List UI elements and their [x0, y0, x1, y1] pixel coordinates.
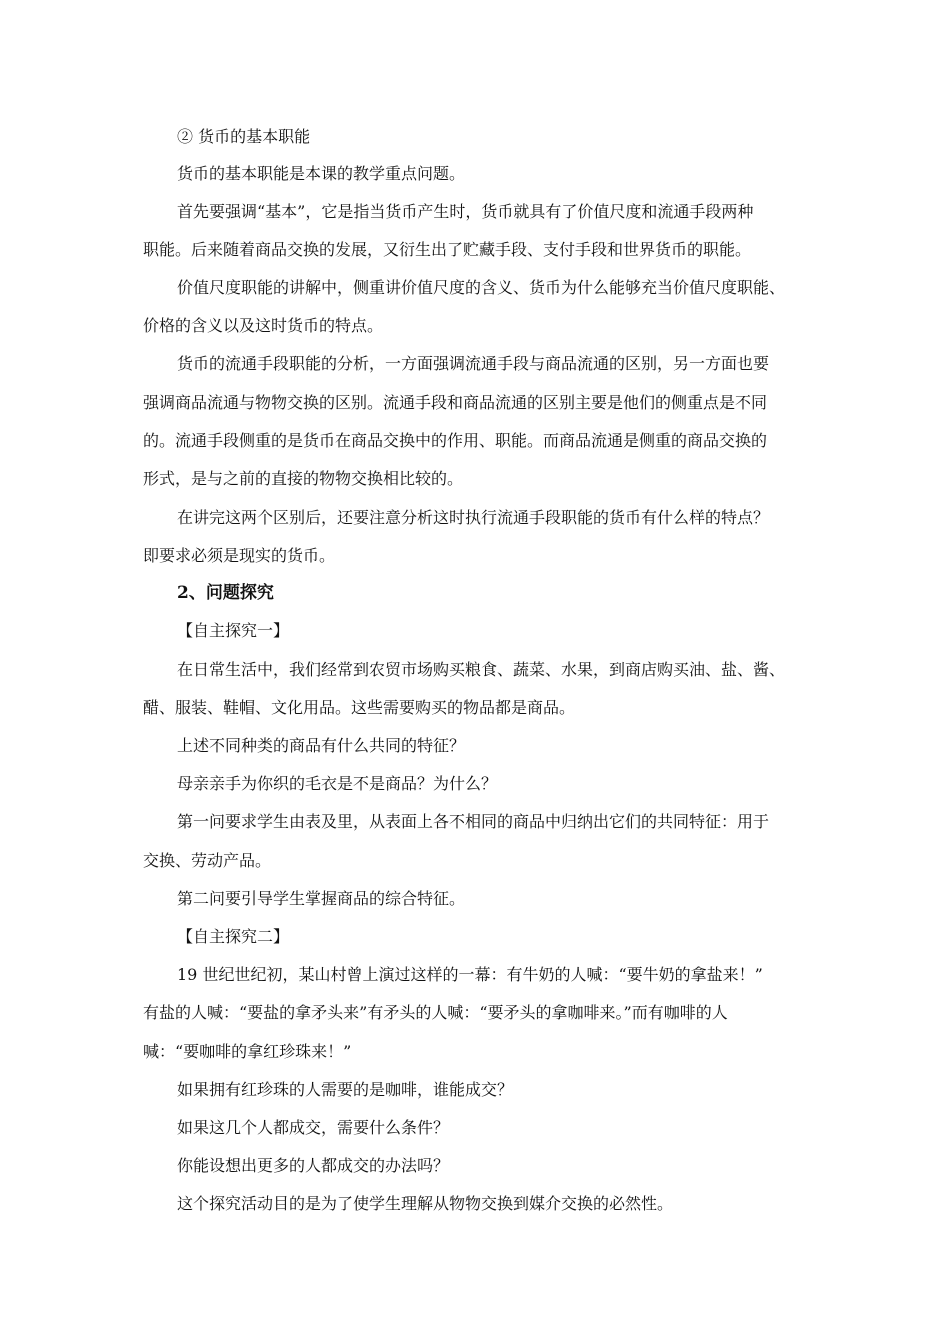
paragraph-line: 喊：“要咖啡的拿红珍珠来！” — [143, 1042, 352, 1061]
paragraph-line: 醋、服装、鞋帽、文化用品。这些需要购买的物品都是商品。 — [143, 698, 576, 717]
inquiry-title-one: 【自主探究一】 — [177, 621, 290, 640]
question-line: 你能设想出更多的人都成交的办法吗？ — [177, 1156, 450, 1175]
paragraph-line: 价值尺度职能的讲解中，侧重讲价值尺度的含义、货币为什么能够充当价值尺度职能、 — [177, 278, 786, 297]
paragraph-line: 形式，是与之前的直接的物物交换相比较的。 — [143, 469, 464, 488]
paragraph-line: 首先要强调“基本”，它是指当货币产生时，货币就具有了价值尺度和流通手段两种 — [177, 202, 754, 221]
paragraph-line: 第一问要求学生由表及里，从表面上各不相同的商品中归纳出它们的共同特征：用于 — [177, 812, 770, 831]
paragraph-line: 强调商品流通与物物交换的区别。流通手段和商品流通的区别主要是他们的侧重点是不同 — [143, 393, 768, 412]
paragraph-line: 在讲完这两个区别后，还要注意分析这时执行流通手段职能的货币有什么样的特点？ — [177, 508, 770, 527]
question-line: 如果拥有红珍珠的人需要的是咖啡，谁能成交？ — [177, 1080, 514, 1099]
paragraph-line: 有盐的人喊：“要盐的拿矛头来”有矛头的人喊：“要矛头的拿咖啡来。”而有咖啡的人 — [143, 1003, 728, 1022]
paragraph-line: 交换、劳动产品。 — [143, 851, 272, 870]
paragraph-line: 19 世纪世纪初，某山村曾上演过这样的一幕：有牛奶的人喊：“要牛奶的拿盐来！” — [177, 965, 763, 984]
section-heading-inquiry: 2、问题探究 — [177, 583, 274, 603]
paragraph-line: 的。流通手段侧重的是货币在商品交换中的作用、职能。而商品流通是侧重的商品交换的 — [143, 431, 768, 450]
paragraph-line: 在日常生活中，我们经常到农贸市场购买粮食、蔬菜、水果，到商店购买油、盐、酱、 — [177, 660, 786, 679]
subheading-money-functions: ② 货币的基本职能 — [177, 127, 311, 146]
paragraph-line: 即要求必须是现实的货币。 — [143, 546, 336, 565]
inquiry-title-two: 【自主探究二】 — [177, 927, 290, 946]
question-line: 如果这几个人都成交，需要什么条件？ — [177, 1118, 450, 1137]
paragraph-line: 货币的流通手段职能的分析，一方面强调流通手段与商品流通的区别，另一方面也要 — [177, 354, 770, 373]
paragraph-line: 职能。后来随着商品交换的发展，又衍生出了贮藏手段、支付手段和世界货币的职能。 — [143, 240, 752, 259]
paragraph-line: 价格的含义以及这时货币的特点。 — [143, 316, 384, 335]
paragraph-line: 第二问要引导学生掌握商品的综合特征。 — [177, 889, 466, 908]
question-line: 母亲亲手为你织的毛衣是不是商品？为什么？ — [177, 774, 498, 793]
question-line: 上述不同种类的商品有什么共同的特征？ — [177, 736, 466, 755]
paragraph-line: 这个探究活动目的是为了使学生理解从物物交换到媒介交换的必然性。 — [177, 1194, 674, 1213]
paragraph-line: 货币的基本职能是本课的教学重点问题。 — [177, 164, 466, 183]
